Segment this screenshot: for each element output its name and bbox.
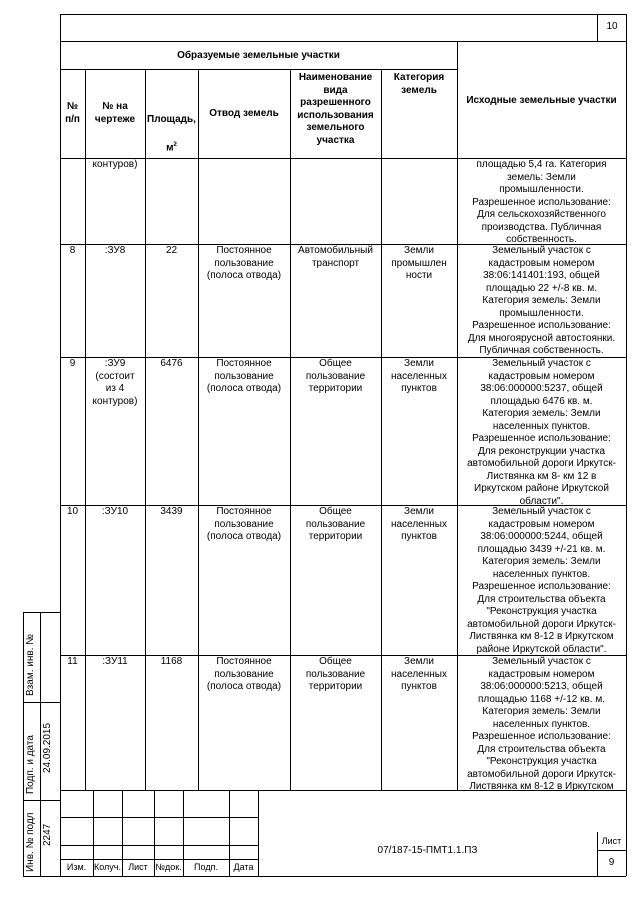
col-header-source: Исходные земельные участки	[466, 95, 617, 106]
table-row-cell-category: Земли населенных пунктов	[391, 358, 447, 394]
table-row-cell-num: 10	[66, 506, 79, 517]
stamp-koluch: Колуч.	[94, 862, 121, 872]
page-number-top: 10	[606, 21, 618, 32]
table-row-cell-source: Земельный участок с кадастровым номером 38:06:000000:5244, общей площадью 3439 +/-21 кв. м. Категория земель: Земли населенных пунктов. Разрешенное использование: Для строительства объекта "Реконструкция участка автомобильной дороги Иркутск- Листвянка км 8-12 в Иркутском районе Иркутской области".	[467, 506, 616, 655]
table-row-cell-category: Земли населенных пунктов	[391, 656, 447, 692]
table-row-cell-drawing: :ЗУ10	[101, 506, 129, 517]
side-label-vzam: Взам. инв. №	[25, 634, 36, 696]
table-row-cell-drawing: контуров)	[92, 159, 138, 170]
table-row-cell-drawing: :ЗУ11	[102, 656, 128, 667]
table-row-cell-allot: Постоянное пользование (полоса отвода)	[206, 245, 282, 281]
side-strip-sep	[23, 800, 60, 801]
col-header-area-sup: 2	[173, 141, 177, 148]
side-strip-sep	[23, 702, 60, 703]
table-row-cell-allot: Постоянное пользование (полоса отвода)	[206, 656, 282, 692]
table-row-cell-area: 22	[165, 245, 178, 256]
stamp-sheet-label: Лист	[601, 836, 622, 846]
table-row-cell-use: Общее пользование территории	[305, 506, 366, 542]
table-row-cell-category: Земли населенных пунктов	[391, 506, 447, 542]
table-row-cell-use: Общее пользование территории	[305, 358, 366, 394]
table-row-cell-num: 8	[69, 245, 76, 256]
col-header-area	[145, 101, 198, 154]
stamp-ndok: №док.	[155, 862, 182, 872]
side-date: 24.09.2015	[42, 722, 53, 773]
group-title: Образуемые земельные участки	[177, 50, 340, 61]
table-row-cell-category: Земли промышлен ности	[391, 245, 447, 281]
table-row-cell-area: 1168	[160, 656, 183, 667]
group-title-underline	[60, 69, 457, 70]
frame-bottom-border	[60, 876, 626, 877]
table-row-cell-use: Автомобильный транспорт	[298, 245, 373, 269]
table-row-cell-area: 6476	[160, 358, 183, 369]
frame-right-border	[626, 14, 627, 876]
col-header-allot: Отвод земель	[209, 108, 279, 119]
col-header-num: № п/п	[65, 101, 80, 125]
table-row-cell-use: Общее пользование территории	[305, 656, 366, 692]
table-row-cell-source: Земельный участок с кадастровым номером 38:06:141401:193, общей площадью 22 +/-8 кв. м. Категория земель: Земли промышленности. Разрешенное использование: Для многоярусной автостоянки. Публичная собственность.	[467, 245, 616, 356]
table-row-cell-num: 11	[67, 656, 78, 667]
table-row-cell-source: Земельный участок с кадастровым номером 38:06:000000:5237, общей площадью 6476 кв. м. Категория земель: Земли населенных пунктов. Разрешенное использование: Для реконструкции участка автомобильной дороги Иркутск- Листвянка км 8- км 12 в Иркутском районе Иркутской области".	[467, 358, 616, 507]
table-row-cell-source: Земельный участок с кадастровым номером 38:06:000000:5213, общей площадью 1168 +/-12 кв. м. Категория земель: Земли населенных пунктов. Разрешенное использование: Для строительства объекта "Реконструкция участка автомобильной дороги Иркутск- Листвянка км 8-12 в Иркутском	[467, 656, 616, 792]
col-header-area-main: Площадь,	[147, 113, 196, 125]
col-header-use: Наименование вида разрешенного использования земельного участка	[297, 72, 374, 146]
table-row-cell-drawing: :ЗУ8	[104, 245, 126, 256]
side-strip-left-border	[23, 612, 24, 876]
side-strip-divider	[40, 612, 41, 876]
frame-left-border	[60, 14, 61, 876]
stamp-doc-code: 07/187-15-ПМТ1.1.ПЗ	[377, 845, 478, 856]
side-strip-top	[23, 612, 60, 613]
side-strip-bottom	[23, 876, 60, 877]
table-row-cell-area: 3439	[160, 506, 183, 517]
side-inv-number: 2247	[42, 823, 53, 846]
stamp-list: Лист	[128, 862, 148, 872]
stamp-col-line	[258, 790, 259, 876]
stamp-podp: Подп.	[194, 862, 218, 872]
column-line	[85, 69, 86, 790]
table-row-cell-drawing: :ЗУ9 (состоит из 4 контуров)	[92, 358, 138, 407]
table-row-cell-num: 9	[69, 358, 76, 369]
col-header-drawing: № на чертеже	[94, 101, 136, 125]
side-label-inv: Инв. № подл	[25, 812, 36, 872]
frame-top-border	[60, 14, 626, 15]
stamp-data: Дата	[233, 862, 254, 872]
table-top-line	[60, 41, 626, 42]
stamp-izm: Изм.	[66, 862, 87, 872]
stamp-sheet-box-sep	[597, 850, 626, 851]
table-row-cell-source: площадью 5,4 га. Категория земель: Земли промышленности. Разрешенное использование: Для сельскохозяйственного производства. Публичная собственность.	[472, 159, 611, 245]
table-row-cell-allot: Постоянное пользование (полоса отвода)	[206, 358, 282, 394]
col-header-category: Категория земель	[393, 72, 445, 96]
table-row-cell-allot: Постоянное пользование (полоса отвода)	[206, 506, 282, 542]
column-line	[145, 69, 146, 790]
side-label-podp: Подп. и дата	[25, 735, 36, 794]
col-header-area-unit: м	[166, 141, 174, 153]
stamp-sheet-number: 9	[608, 857, 615, 868]
